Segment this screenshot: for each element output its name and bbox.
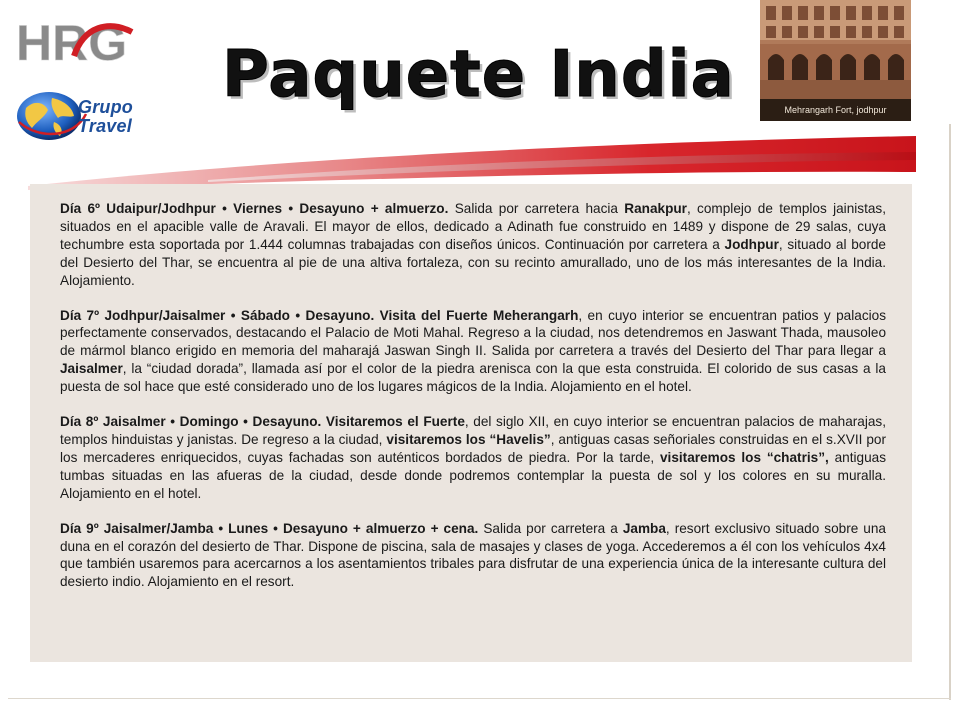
photo-caption: Mehrangarh Fort, jodhpur <box>760 99 911 121</box>
body-text: , resort exclusivo situado sobre una duna en el corazón del desierto de Thar. Dispone de piscina, sala de masajes y clases de yoga. Accederemos a él con los vehículos 4x4 que también usaremos para acercarnos a los asentamientos tribales para disfrutar de una experiencia única de la interesante cultura del desierto indio. Alojamiento en el resort. <box>60 520 886 590</box>
mehrangarh-fort-photo <box>760 0 911 121</box>
itinerary-paragraph <box>60 200 886 290</box>
itinerary-paragraph <box>60 307 886 397</box>
body-text: , situado al borde del Desierto del Thar, se encuentra al pie de una altiva fortaleza, con su recinto amurallado, uno de los más interesantes de la India. Alojamiento. <box>60 236 886 288</box>
grupo-travel-line1: Grupo <box>78 97 133 117</box>
body-text: , complejo de templos jainistas, situados en el apacible valle de Aravali. El mayor de ellos, dedicado a Adinath fue construido en 1489 y dispone de 29 salas, cuya techumbre esta soportada por 1.444 columnas trabajadas con diseños únicos. Continuación por carretera a <box>60 201 886 252</box>
itinerary-paragraph <box>60 520 886 592</box>
highlight-text: Jamba <box>622 520 666 536</box>
hrg-logo <box>14 12 164 72</box>
highlight-text: visitaremos los “chatris”, <box>660 449 829 465</box>
body-text: antiguas tumbas situadas en las afueras de la ciudad, desde donde podremos contemplar la puesta de sol y los colores en su muralla. Alojamiento en el hotel. <box>60 449 886 501</box>
right-border-rule <box>949 124 951 700</box>
highlight-text: Ranakpur <box>624 201 687 216</box>
itinerary-text <box>60 200 886 608</box>
grupo-travel-line2: Travel <box>78 116 132 136</box>
highlight-text: Día 7º Jodhpur/Jaisalmer • Sábado • Desayuno. Visita del Fuerte Meherangarh <box>60 307 579 323</box>
bottom-border-rule <box>8 698 951 699</box>
highlight-text: visitaremos los “Havelis” <box>386 431 551 447</box>
hrg-logo-text: HRG <box>16 15 128 71</box>
highlight-text: Jodhpur <box>724 236 779 252</box>
page-title: Paquete India <box>222 38 735 112</box>
body-text: Salida por carretera a <box>478 520 623 536</box>
itinerary-paragraph <box>60 413 886 503</box>
highlight-text: Jaisalmer <box>60 361 123 377</box>
fort-courtyard-image <box>760 0 911 99</box>
highlight-text: Día 9º Jaisalmer/Jamba • Lunes • Desayuno + almuerzo + cena. <box>60 520 479 536</box>
body-text: , del siglo XII, en cuyo interior se encuentran palacios de maharajas, templos hinduistas y janistas. De regreso a la ciudad, <box>60 414 886 447</box>
body-text: , antiguas casas señoriales construidas en el s.XVII por los mercaderes enriquecidos, cuyas fachadas son auténticos bordados de piedra. Por la tarde, <box>60 431 886 465</box>
highlight-text: Día 8º Jaisalmer • Domingo • Desayuno. Visitaremos el Fuerte <box>60 414 465 430</box>
body-text: Salida por carretera hacia <box>448 201 625 216</box>
highlight-text: Día 6º Udaipur/Jodhpur • Viernes • Desayuno + almuerzo. <box>60 201 449 216</box>
body-text: , la “ciudad dorada”, llamada así por el color de la piedra arenisca con la que esta construida. El colorido de sus casas a la puesta de sol hace que esté considerado uno de los lugares mágicos de la India. Alojamiento en el hotel. <box>60 361 886 395</box>
body-text: , en cuyo interior se encuentran patios y palacios perfectamente conservados, destacando el Palacio de Moti Mahal. Regreso a la ciudad, nos detendremos en Jaswant Thada, mausoleo de mármol blanco erigido en memoria del maharajá Jaswan Singh II. Salida por carretera a través del Desierto del Thar para llegar a <box>60 307 886 359</box>
